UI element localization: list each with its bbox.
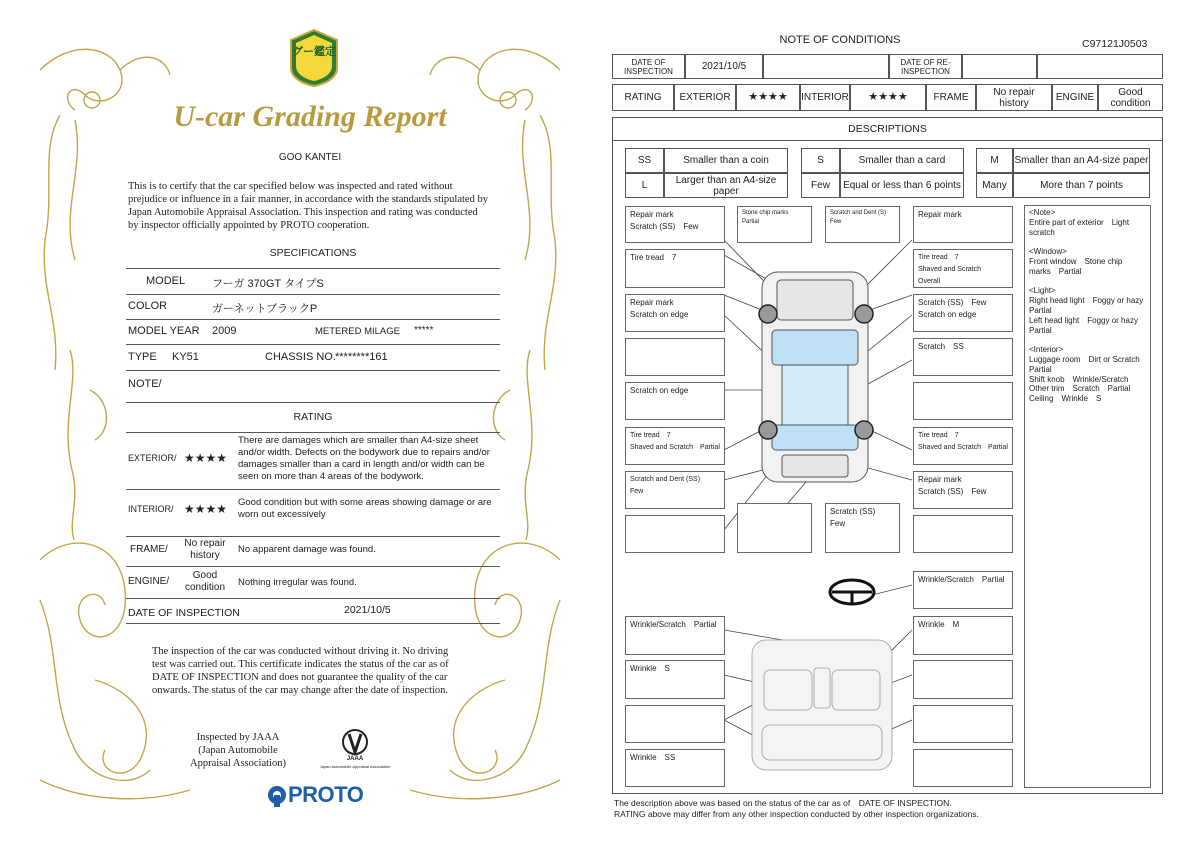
legend-code: L (625, 173, 664, 198)
condition-box: Repair mark Scratch (SS) Few (625, 206, 725, 243)
condition-box-empty (913, 382, 1013, 420)
chassis-label: CHASSIS NO. (265, 351, 336, 363)
engine-value: Good condition (184, 570, 226, 593)
interior-label: INTERIOR (800, 84, 850, 111)
condition-box: Wrinkle SS (625, 749, 725, 787)
divider (126, 370, 500, 371)
rating-label: RATING (612, 84, 674, 111)
condition-box-empty (913, 749, 1013, 787)
proto-logo (266, 782, 376, 810)
color-value: ガーネットブラックP (212, 303, 318, 315)
legend-code: M (976, 148, 1013, 173)
condition-box: Tire tread 7 Shaved and Scratch Partial (625, 427, 725, 465)
descriptions-heading: DESCRIPTIONS (848, 123, 927, 135)
engine-label: ENGINE (1052, 84, 1098, 111)
exterior-description: There are damages which are smaller than A4-size sheet and/or width. Defects on the bodywork due to repairs and/or damages smaller than a card in length and/or width can be seen on more than 4 areas of the bodywork. (238, 435, 490, 482)
divider (126, 566, 500, 567)
frame-label: FRAME/ (130, 544, 168, 555)
legend-text: Smaller than an A4-size paper (1013, 148, 1150, 173)
goo-kantei-logo (287, 28, 341, 88)
model-value: フーガ 370GT タイプS (212, 278, 324, 290)
frame-description: No apparent damage was found. (238, 544, 376, 555)
divider (126, 598, 500, 599)
report-title: U-car Grading Report (173, 100, 447, 133)
condition-box: Wrinkle M (913, 616, 1013, 655)
proto-logo-text: PROTO (288, 782, 364, 807)
legend-text: Smaller than a card (840, 148, 964, 173)
footer-note-1: The description above was based on the status of the car as of DATE OF INSPECTION. (614, 798, 952, 808)
condition-box: Tire tread 7 Shaved and Scratch Overall (913, 249, 1013, 288)
metered-mileage-value: ***** (414, 325, 434, 336)
date-of-inspection-label: DATE OF INSPECTION (128, 607, 240, 619)
interior-stars: ★★★★ (184, 502, 228, 516)
exterior-label: EXTERIOR/ (128, 453, 177, 463)
disclaimer-text: The inspection of the car was conducted without driving it. No driving test was carried out. This certificate indicates the status of the car as of DATE OF INSPECTION and does not guarantee the quality of the car onwards. The status of the car may change after the date of inspection. (152, 646, 449, 696)
condition-box: Tire tread 7 (625, 249, 725, 288)
divider (126, 294, 500, 295)
jaaa-logo-text: JAAA (346, 756, 364, 762)
reinspection-value (962, 54, 1037, 79)
document-id: C97121J0503 (1082, 38, 1148, 50)
legend-code: Many (976, 173, 1013, 198)
divider (126, 319, 500, 320)
legend-code: S (801, 148, 840, 173)
condition-box-empty (625, 515, 725, 553)
divider (126, 489, 500, 490)
model-label: MODEL (146, 275, 186, 287)
inspected-by-text: Inspected by JAAA (Japan Automobile Appraisal Association) (190, 732, 286, 769)
divider (126, 402, 500, 403)
condition-box-empty (913, 660, 1013, 699)
condition-box-empty (913, 705, 1013, 743)
condition-box-empty (625, 705, 725, 743)
condition-box-empty (913, 515, 1013, 553)
type-label: TYPE (128, 351, 157, 363)
condition-box: Scratch and Dent (SS) Few (625, 471, 725, 509)
footer-note-2: RATING above may differ from any other inspection conducted by other inspection organizations. (614, 809, 979, 819)
jaaa-logo (318, 726, 392, 776)
condition-box: Scratch (SS) Few Scratch on edge (913, 294, 1013, 332)
engine-description: Nothing irregular was found. (238, 577, 357, 588)
date-of-inspection-label: DATE OF INSPECTION (612, 54, 685, 79)
jaaa-full-name: Japan Automobile Appraisal Association (319, 764, 391, 769)
model-year-label: MODEL YEAR (128, 325, 200, 337)
interior-stars: ★★★★ (850, 84, 926, 111)
condition-box: Scratch SS (913, 338, 1013, 376)
legend-text: Smaller than a coin (664, 148, 788, 173)
divider (612, 140, 1163, 141)
condition-box: Wrinkle S (625, 660, 725, 699)
blank-cell (1037, 54, 1163, 79)
blank-cell (763, 54, 889, 79)
legend-text: More than 7 points (1013, 173, 1150, 198)
divider (126, 432, 500, 433)
engine-label: ENGINE/ (128, 576, 170, 587)
chassis-value: ********161 (335, 351, 388, 363)
note-of-conditions-heading: NOTE OF CONDITIONS (779, 34, 901, 46)
frame-value: No repair history (976, 84, 1052, 111)
divider (126, 623, 500, 624)
engine-value: Good condition (1098, 84, 1163, 111)
notes-column: <Note> Entire part of exterior Light scratch <Window> Front window Stone chip marks Partial <Light> Right head light Foggy or hazy Partial Left head light Foggy or hazy Partial <Interior> Luggage room Dirt or Scratch Partial Shift knob Wrinkle/Scratch Other trim Scratch Partial Ceiling Wrinkle S (1024, 205, 1151, 788)
divider (126, 268, 500, 269)
condition-box: Repair mark Scratch (SS) Few (913, 471, 1013, 509)
color-label: COLOR (128, 300, 168, 312)
type-value: KY51 (172, 351, 199, 363)
date-of-inspection-value: 2021/10/5 (344, 604, 391, 616)
exterior-stars: ★★★★ (184, 451, 228, 465)
specifications-heading: SPECIFICATIONS (269, 247, 357, 259)
interior-description: Good condition but with some areas showing damage or are worn out excessively (238, 497, 492, 520)
condition-box: Wrinkle/Scratch Partial (913, 571, 1013, 609)
report-subtitle: GOO KANTEI (278, 152, 342, 163)
exterior-label: EXTERIOR (674, 84, 736, 111)
condition-box: Tire tread 7 Shaved and Scratch Partial (913, 427, 1013, 465)
goo-logo-text: グー鑑定 (292, 46, 336, 58)
metered-mileage-label: METERED MILAGE (315, 326, 400, 337)
divider (126, 344, 500, 345)
condition-box: Wrinkle/Scratch Partial (625, 616, 725, 655)
divider (126, 536, 500, 537)
condition-box: Scratch (SS) Few (825, 503, 900, 553)
condition-box-empty (625, 338, 725, 376)
reinspection-label: DATE OF RE-INSPECTION (889, 54, 962, 79)
exterior-stars: ★★★★ (736, 84, 800, 111)
condition-box: Scratch on edge (625, 382, 725, 420)
condition-box-empty (737, 503, 812, 553)
condition-box: Scratch and Dent (S) Few (825, 206, 900, 243)
note-label: NOTE/ (128, 378, 162, 390)
frame-value: No repair history (184, 538, 226, 561)
legend-code: Few (801, 173, 840, 198)
rating-heading: RATING (293, 411, 333, 423)
condition-box: Stone chip marks Partial (737, 206, 812, 243)
interior-label: INTERIOR/ (128, 504, 174, 514)
legend-text: Equal or less than 6 points (840, 173, 964, 198)
condition-box: Repair mark Scratch on edge (625, 294, 725, 332)
condition-box: Repair mark (913, 206, 1013, 243)
date-of-inspection-value: 2021/10/5 (685, 54, 763, 79)
legend-code: SS (625, 148, 664, 173)
model-year-value: 2009 (212, 325, 237, 337)
frame-label: FRAME (926, 84, 976, 111)
legend-text: Larger than an A4-size paper (664, 173, 788, 198)
certification-text: This is to certify that the car specified below was inspected and rated without prejudice or influence in a fair manner, in accordance with the standards stipulated by Japan Automobile Appraisal Association. This inspection and rating was conducted by inspector officially appointed by PROTO cooperation. (128, 181, 488, 231)
